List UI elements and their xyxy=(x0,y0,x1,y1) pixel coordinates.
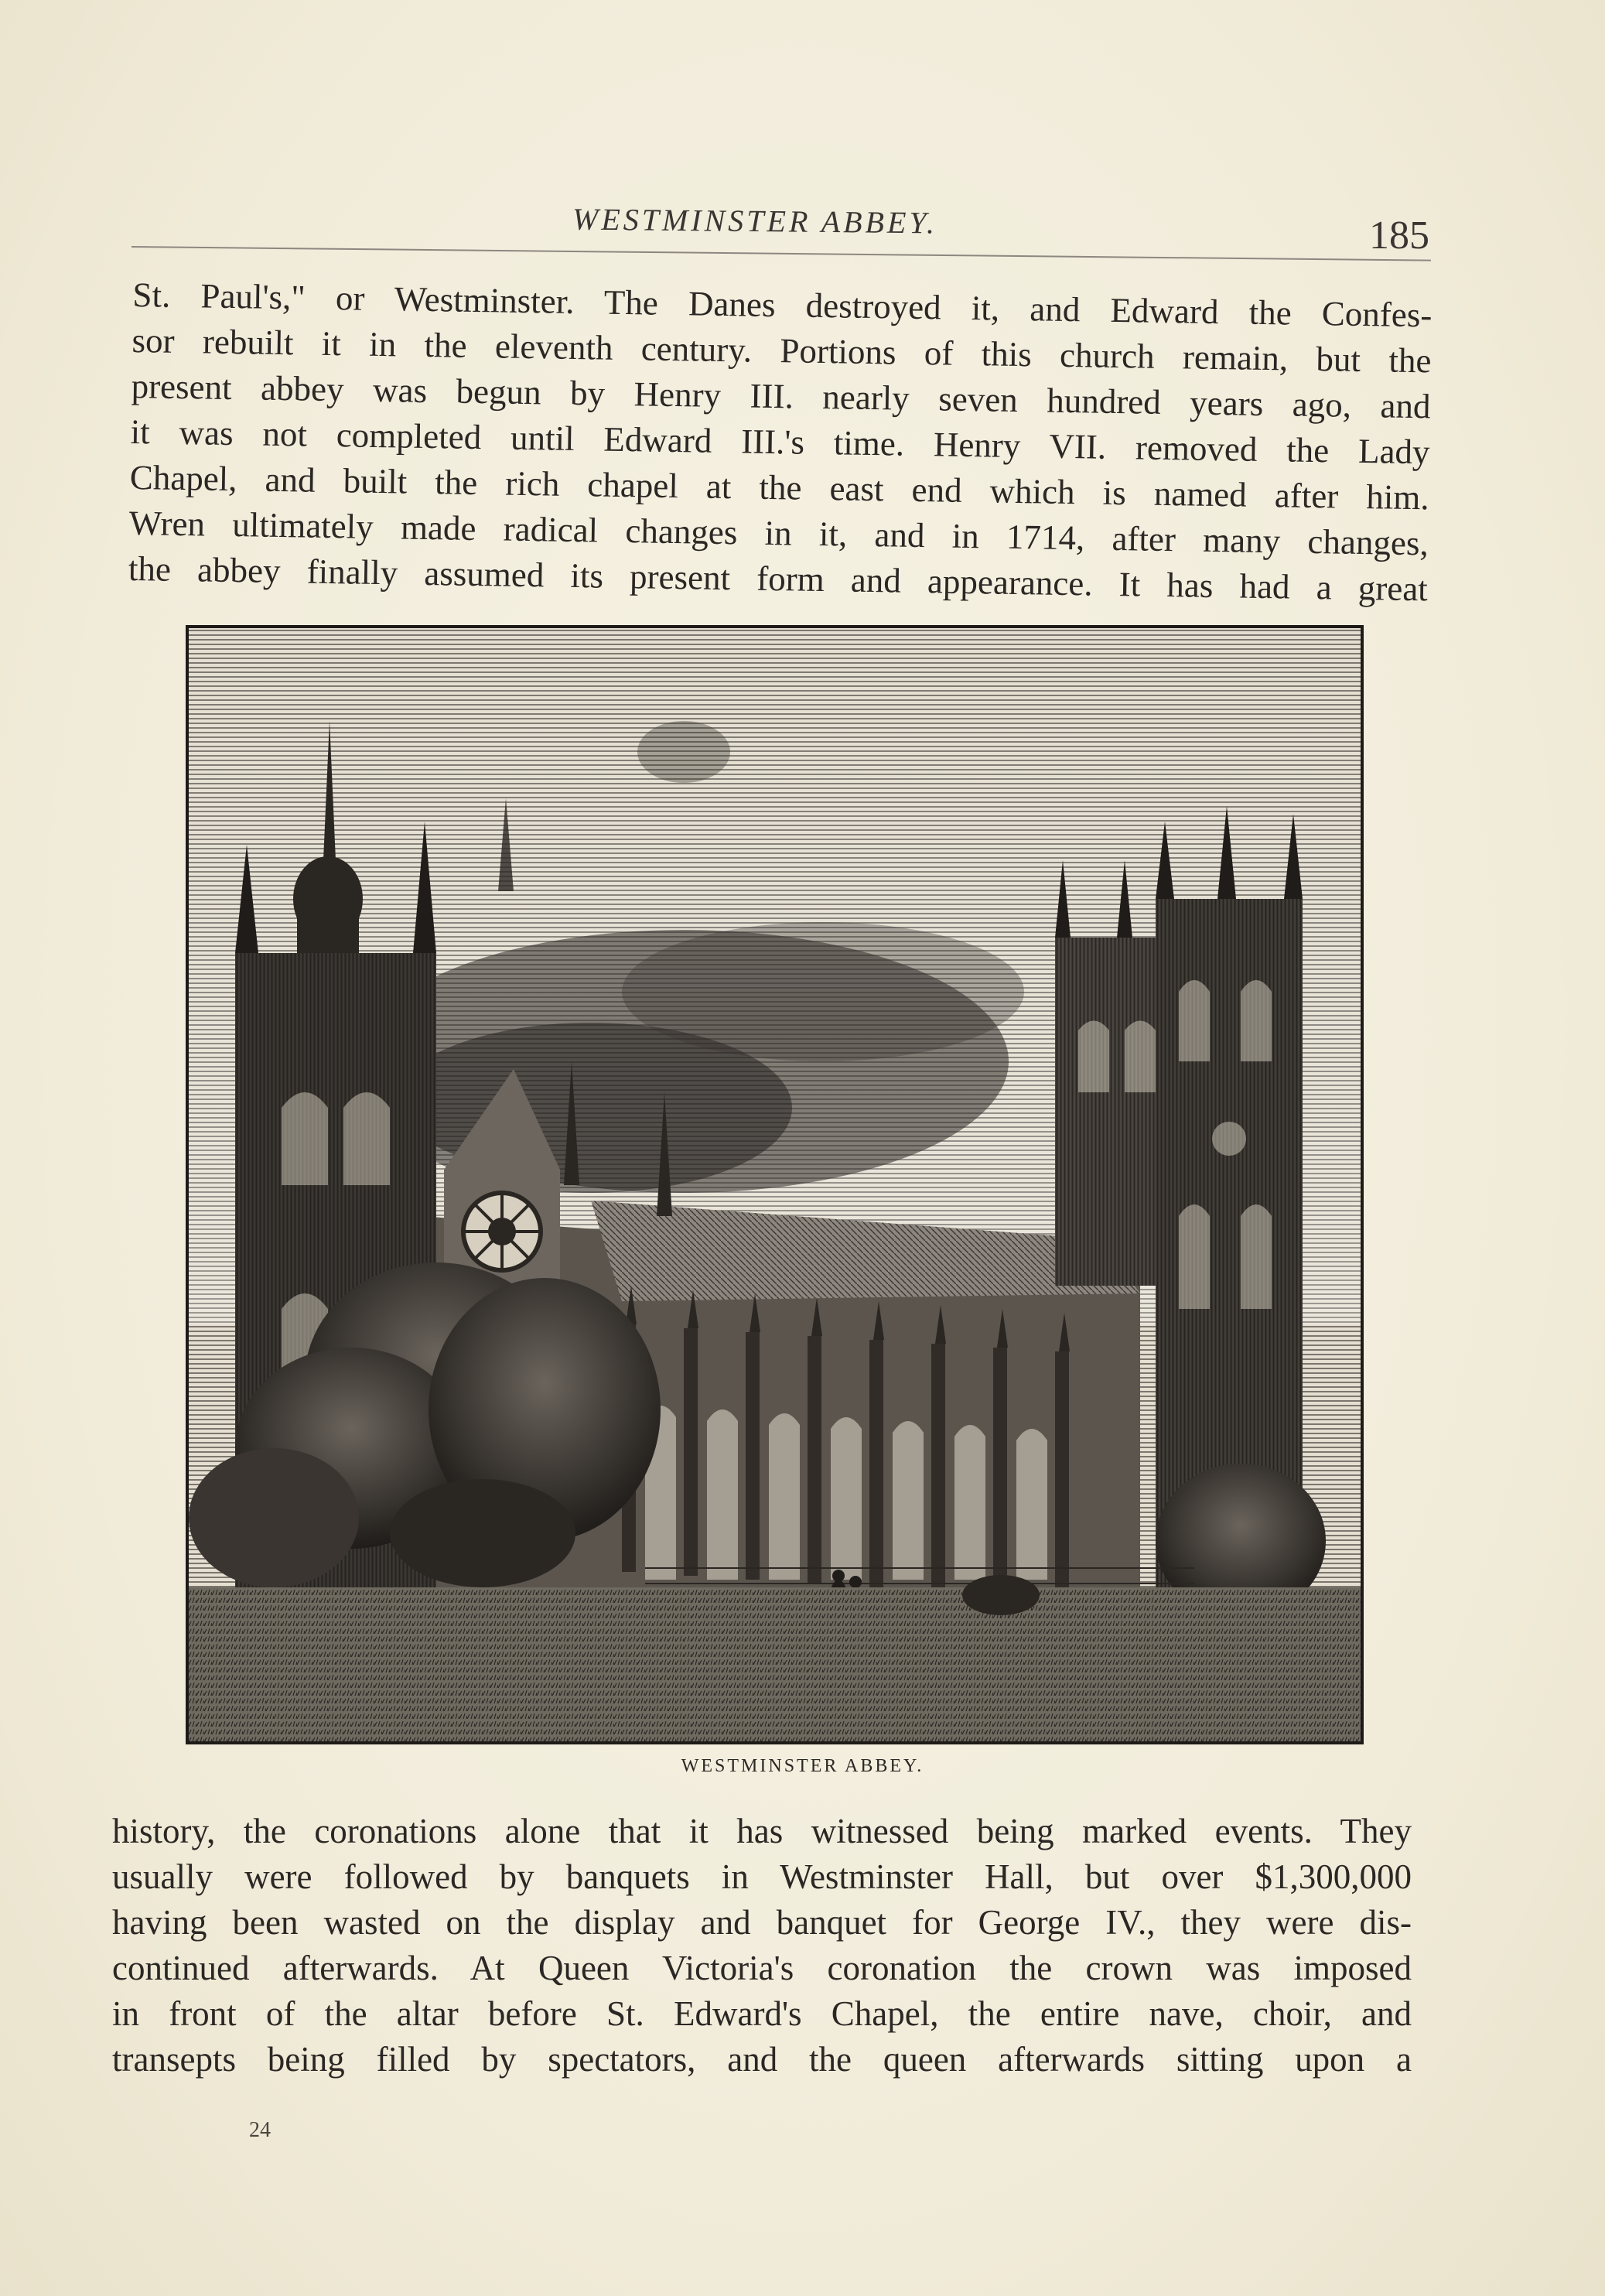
body-text-top xyxy=(128,272,1433,612)
text-line: transepts being filled by spectators, and the queen afterwards sitting upon a xyxy=(112,2040,1412,2079)
text-line: having been wasted on the display and banquet for George IV., they were dis- xyxy=(112,1903,1412,1942)
signature-mark: 24 xyxy=(249,2118,271,2142)
figure-caption: WESTMINSTER ABBEY. xyxy=(681,1756,924,1776)
text-line: present abbey was begun by Henry III. nearly seven hundred years ago, and xyxy=(131,366,1431,426)
text-line: usually were followed by banquets in Westminster Hall, but over $1,300,000 xyxy=(112,1857,1412,1896)
text-line: St. Paul's," or Westminster. The Danes destroyed it, and Edward the Confes- xyxy=(132,275,1433,335)
text-line: Wren ultimately made radical changes in it, and in 1714, after many changes, xyxy=(128,503,1429,563)
abbey-engraving xyxy=(186,625,1364,1744)
body-text-bottom xyxy=(112,1809,1412,2082)
text-line: sor rebuilt it in the eleventh century. Portions of this church remain, but the xyxy=(131,320,1432,381)
header-rule xyxy=(131,246,1431,261)
engraving-illustration xyxy=(189,628,1361,1741)
running-head: WESTMINSTER ABBEY. xyxy=(572,201,938,241)
text-line: the abbey finally assumed its present form and appearance. It has had a great xyxy=(128,548,1429,609)
text-line: Chapel, and built the rich chapel at the east end which is named after him. xyxy=(129,457,1430,518)
page-number: 185 xyxy=(1369,214,1429,258)
text-line: history, the coronations alone that it has witnessed being marked events. They xyxy=(112,1812,1412,1850)
text-line: in front of the altar before St. Edward's Chapel, the entire nave, choir, and xyxy=(112,1994,1412,2033)
text-line: continued afterwards. At Queen Victoria's coronation the crown was imposed xyxy=(112,1949,1412,1987)
text-line: it was not completed until Edward III.'s time. Henry VII. removed the Lady xyxy=(130,412,1430,472)
